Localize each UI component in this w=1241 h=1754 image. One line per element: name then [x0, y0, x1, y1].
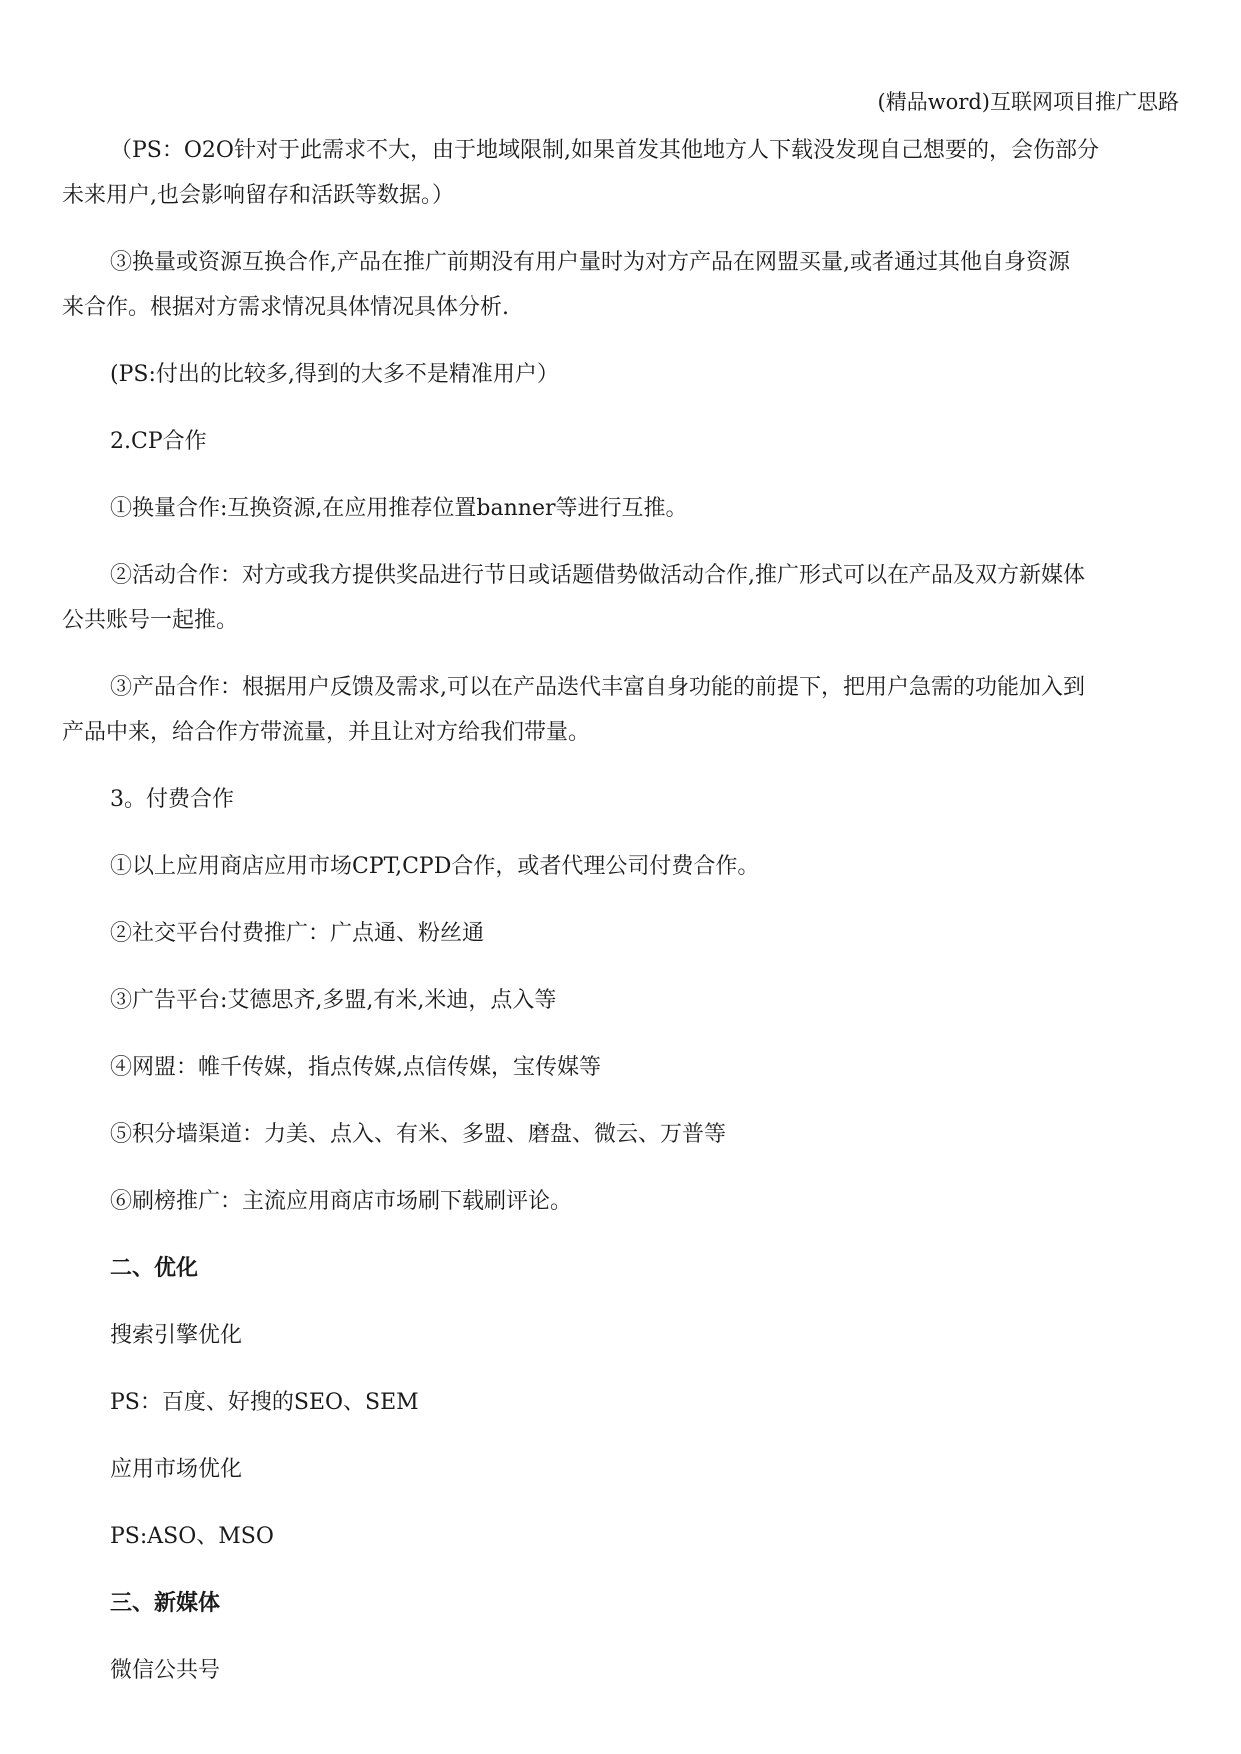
section-paid-cooperation: 3。付费合作	[110, 787, 234, 812]
paragraph-line: 产品中来，给合作方带流量，并且让对方给我们带量。	[62, 720, 591, 745]
paragraph-line: PS：百度、好搜的SEO、SEM	[110, 1390, 419, 1415]
paragraph-line: 应用市场优化	[110, 1457, 243, 1482]
list-item: ②社交平台付费推广：广点通、粉丝通	[110, 921, 485, 946]
paragraph-o2o-note	[62, 128, 1178, 218]
heading-optimization: 二、优化	[110, 1255, 199, 1281]
paragraph-line: 微信公共号	[110, 1658, 221, 1683]
document-body	[62, 128, 1178, 1693]
paragraph-line: ②活动合作：对方或我方提供奖品进行节日或话题借势做活动合作,推广形式可以在产品及双方新媒体	[110, 563, 1085, 588]
paragraph-line: （PS：O2O针对于此需求不大，由于地域限制,如果首发其他地方人下载没发现自己想要的，会伤部分	[110, 138, 1099, 163]
paragraph-line: 公共账号一起推。	[62, 608, 239, 633]
paragraph-line: ③产品合作：根据用户反馈及需求,可以在产品迭代丰富自身功能的前提下，把用户急需的功能加入到	[110, 675, 1085, 700]
paragraph-product-cooperation	[62, 665, 1178, 755]
list-item: ①以上应用商店应用市场CPT,CPD合作，或者代理公司付费合作。	[110, 854, 760, 879]
heading-new-media: 三、新媒体	[110, 1590, 221, 1616]
list-item: ③广告平台:艾德思齐,多盟,有米,米迪，点入等	[110, 988, 557, 1013]
paragraph-line: PS:ASO、MSO	[110, 1524, 274, 1549]
page-header: (精品word)互联网项目推广思路	[877, 90, 1179, 114]
list-item: ⑥刷榜推广：主流应用商店市场刷下载刷评论。	[110, 1189, 573, 1214]
paragraph-line: 搜索引擎优化	[110, 1323, 243, 1348]
paragraph-line: 未来用户,也会影响留存和活跃等数据。）	[62, 183, 454, 208]
list-item: ④网盟：帷千传媒，指点传媒,点信传媒，宝传媒等	[110, 1055, 601, 1080]
list-item: ⑤积分墙渠道：力美、点入、有米、多盟、磨盘、微云、万普等	[110, 1122, 727, 1147]
paragraph-line: ③换量或资源互换合作,产品在推广前期没有用户量时为对方产品在网盟买量,或者通过其他自身资源	[110, 250, 1070, 275]
list-item: ①换量合作:互换资源,在应用推荐位置banner等进行互推。	[110, 496, 688, 521]
section-cp-cooperation: 2.CP合作	[110, 429, 207, 454]
paragraph-activity-cooperation	[62, 553, 1178, 643]
paragraph-ps-note: (PS:付出的比较多,得到的大多不是精准用户）	[110, 362, 559, 387]
paragraph-line: 来合作。根据对方需求情况具体情况具体分析.	[62, 295, 509, 320]
paragraph-exchange-cooperation	[62, 240, 1178, 330]
